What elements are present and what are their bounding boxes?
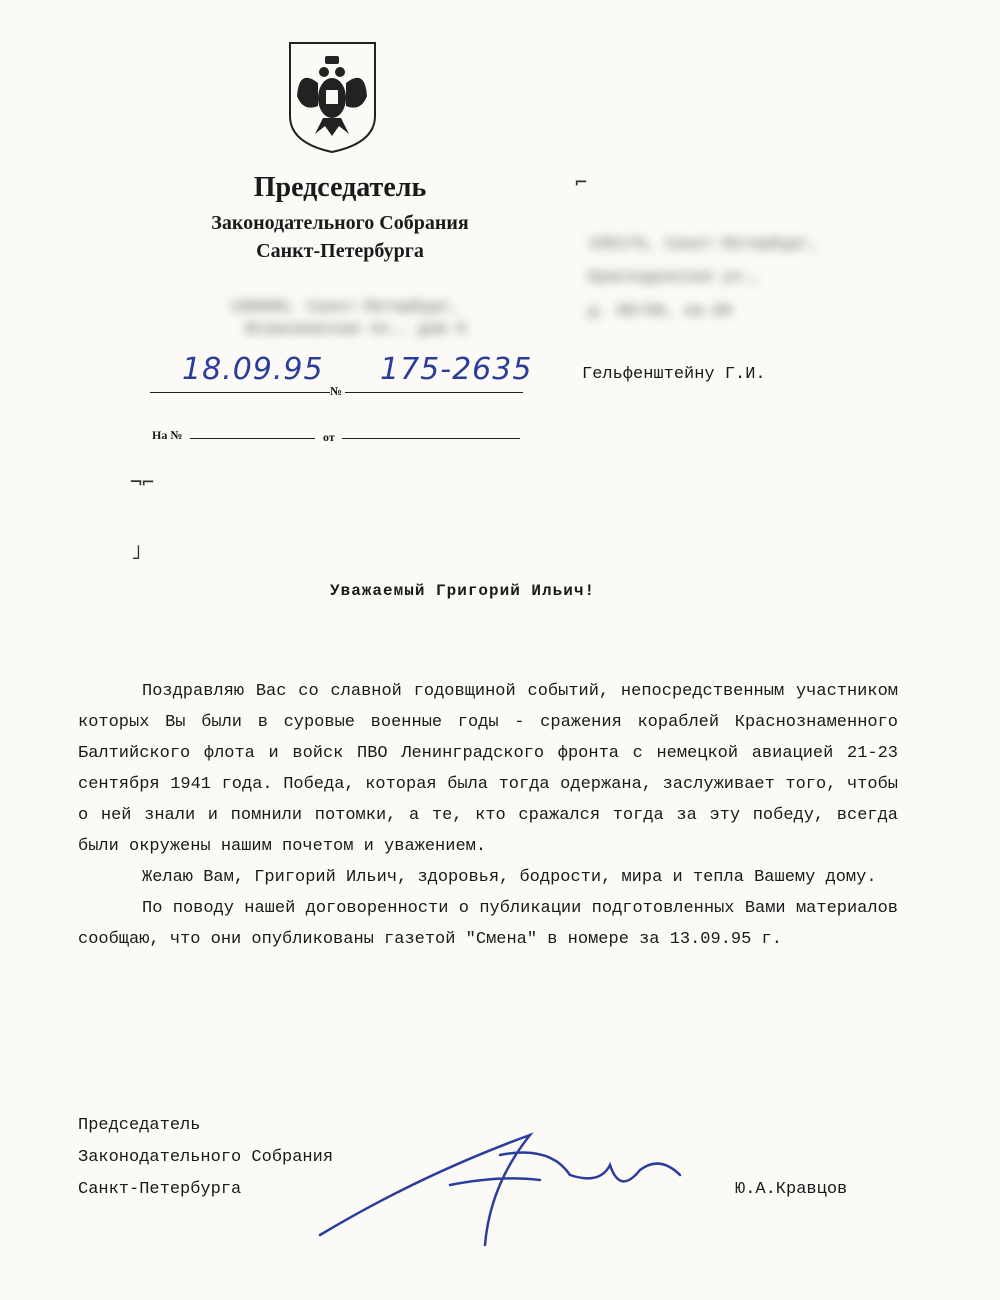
- handwritten-date: 18.09.95: [182, 352, 324, 387]
- paragraph-congratulation: Поздравляю Вас со славной годовщиной событий, непосредственным участником которых Вы были в суровые военные годы - сражения кораблей Краснознаменного Балтийского флота и войск ПВО Ленинградского фронта с немецкой авиацией 21-23 сентября 1941 года. Победа, которая была тогда одержана, заслуживает того, чтобы о ней знали и помнили потомки, а те, кто сражался тогда за эту победу, всегда были окружены нашим почетом и уважением.: [78, 682, 898, 856]
- number-mark: №: [330, 384, 343, 398]
- signature-title: Председатель: [78, 1116, 201, 1135]
- recipient-name: Гельфенштейну Г.И.: [582, 365, 766, 384]
- corner-mark: ¬⌐: [130, 470, 155, 494]
- corner-mark: ˩: [130, 540, 143, 564]
- signature-org-line1: Законодательного Собрания: [78, 1148, 334, 1167]
- corner-mark: ⌐: [575, 170, 588, 194]
- recipient-address-line3: д. 00/00, кв.00: [588, 302, 733, 320]
- signature-org-line2: Санкт-Петербурга: [78, 1180, 242, 1199]
- letter-body: [78, 676, 898, 955]
- paragraph-wishes: Желаю Вам, Григорий Ильич, здоровья, бодрости, мира и тепла Вашему дому.: [142, 868, 877, 887]
- na-line: [190, 438, 315, 439]
- na-label: На №: [152, 428, 183, 442]
- sender-org-line1: Законодательного Собрания: [211, 212, 469, 234]
- recipient-address-line1: 195176, Санкт-Петербург,: [588, 235, 819, 253]
- number-line: [345, 392, 523, 393]
- date-line: [150, 392, 330, 393]
- handwritten-number: 175-2635: [380, 352, 533, 387]
- salutation: Уважаемый Григорий Ильич!: [330, 582, 596, 600]
- paragraph-publication: По поводу нашей договоренности о публикации подготовленных Вами материалов сообщаю, что они опубликованы газетой "Смена" в номере за 13.09.95 г.: [78, 899, 898, 949]
- sender-org-line2: Санкт-Петербурга: [256, 240, 424, 262]
- recipient-address-line2: Краснодонская ул.,: [588, 268, 761, 286]
- signature-block: [78, 1110, 333, 1206]
- handwritten-signature: [300, 1115, 700, 1255]
- ot-line: [342, 438, 520, 439]
- signatory-name: Ю.А.Кравцов: [735, 1180, 848, 1199]
- ot-label: от: [323, 430, 335, 444]
- sender-address-line1: 190000, Санкт-Петербург,: [230, 298, 461, 316]
- coat-of-arms-emblem: [285, 38, 380, 156]
- sender-title: Председатель: [253, 172, 427, 203]
- sender-address-line2: Исаакиевская пл., дом 6: [245, 320, 466, 338]
